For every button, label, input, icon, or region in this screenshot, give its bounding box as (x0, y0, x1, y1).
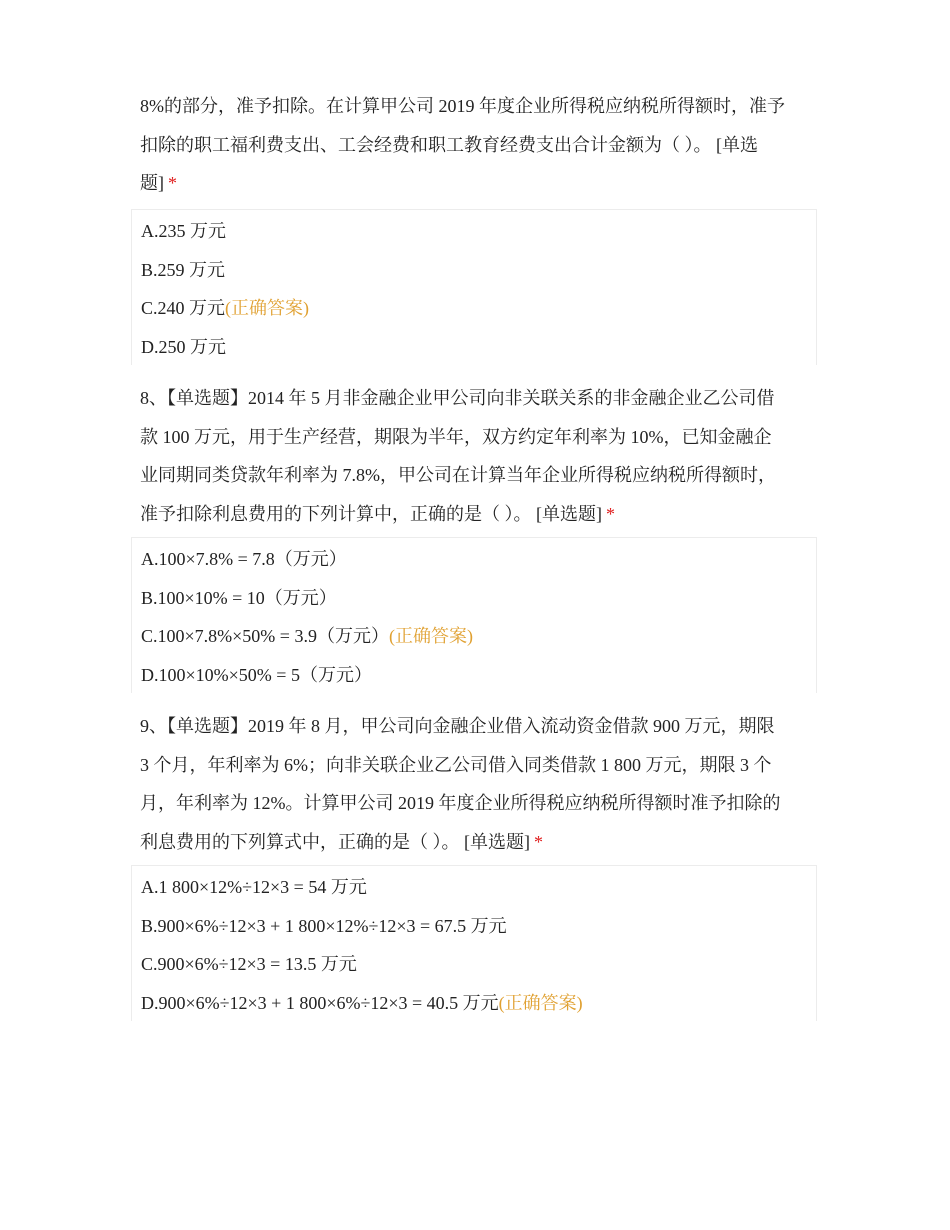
option-a[interactable] (132, 212, 816, 251)
option-d[interactable] (132, 984, 816, 1023)
question-line: 8%的部分，准予扣除。在计算甲公司 2019 年度企业所得税应纳税所得额时，准予 (140, 96, 785, 116)
question-line-text: 利息费用的下列算式中，正确的是（ ）。 [单选题] (140, 832, 530, 853)
question-line: 3 个月，年利率为 6%；向非关联企业乙公司借入同类借款 1 800 万元，期限 3 个 (140, 754, 772, 775)
question-line (140, 823, 815, 862)
option-d[interactable] (132, 328, 816, 367)
question-line: 月，年利率为 12%。计算甲公司 2019 年度企业所得税应纳税所得额时准予扣除的 (140, 793, 781, 814)
option-b[interactable] (132, 579, 816, 618)
option-text: D.250 万元 (141, 337, 226, 358)
option-text: D.900×6%÷12×3 + 1 800×6%÷12×3 = 40.5 万元 (141, 993, 499, 1014)
option-text: A.235 万元 (141, 221, 226, 241)
option-c[interactable] (132, 289, 816, 328)
required-asterisk: * (606, 504, 615, 525)
required-asterisk: * (534, 832, 543, 853)
option-c[interactable] (132, 945, 816, 984)
option-text: D.100×10%×50% = 5（万元） (141, 665, 372, 686)
option-c[interactable] (132, 617, 816, 656)
question-line: 扣除的职工福利费支出、工会经费和职工教育经费支出合计金额为（ ）。 [单选 (140, 134, 758, 155)
option-text: C.240 万元 (141, 298, 226, 319)
option-d[interactable] (132, 656, 816, 695)
option-text: B.259 万元 (141, 259, 226, 280)
question-line (140, 495, 815, 534)
question-line-text: 题] (140, 173, 164, 194)
option-b[interactable] (132, 251, 816, 290)
question-line: 9、【单选题】2019 年 8 月，甲公司向金融企业借入流动资金借款 900 万元，期限 (140, 716, 775, 736)
options-box-8 (131, 537, 817, 693)
question-line: 业同期同类贷款年利率为 7.8%，甲公司在计算当年企业所得税应纳税所得额时， (140, 465, 776, 486)
option-text: C.100×7.8%×50% = 3.9（万元） (141, 626, 389, 647)
option-a[interactable] (132, 540, 816, 579)
option-text: A.1 800×12%÷12×3 = 54 万元 (141, 877, 367, 897)
option-text: A.100×7.8% = 7.8（万元） (141, 549, 347, 569)
question-line: 8、【单选题】2014 年 5 月非金融企业甲公司向非关联关系的非金融企业乙公司借 (140, 388, 775, 408)
option-b[interactable] (132, 907, 816, 946)
question-line (140, 164, 815, 203)
correct-answer-tag: (正确答案) (498, 993, 583, 1014)
options-box-9 (131, 865, 817, 1021)
option-text: B.100×10% = 10（万元） (141, 587, 337, 608)
question-line: 款 100 万元，用于生产经营，期限为半年，双方约定年利率为 10%，已知金融企 (140, 426, 772, 447)
question-1-text (140, 87, 815, 203)
option-text: C.900×6%÷12×3 = 13.5 万元 (141, 954, 357, 975)
question-8-text (140, 379, 815, 534)
correct-answer-tag: (正确答案) (225, 298, 310, 319)
correct-answer-tag: (正确答案) (388, 626, 473, 647)
question-line-text: 准予扣除利息费用的下列计算中，正确的是（ ）。 [单选题] (140, 504, 602, 525)
options-box-1 (131, 209, 817, 365)
option-text: B.900×6%÷12×3 + 1 800×12%÷12×3 = 67.5 万元 (141, 915, 507, 936)
question-9-text (140, 707, 815, 862)
option-a[interactable] (132, 868, 816, 907)
required-asterisk: * (168, 173, 177, 194)
